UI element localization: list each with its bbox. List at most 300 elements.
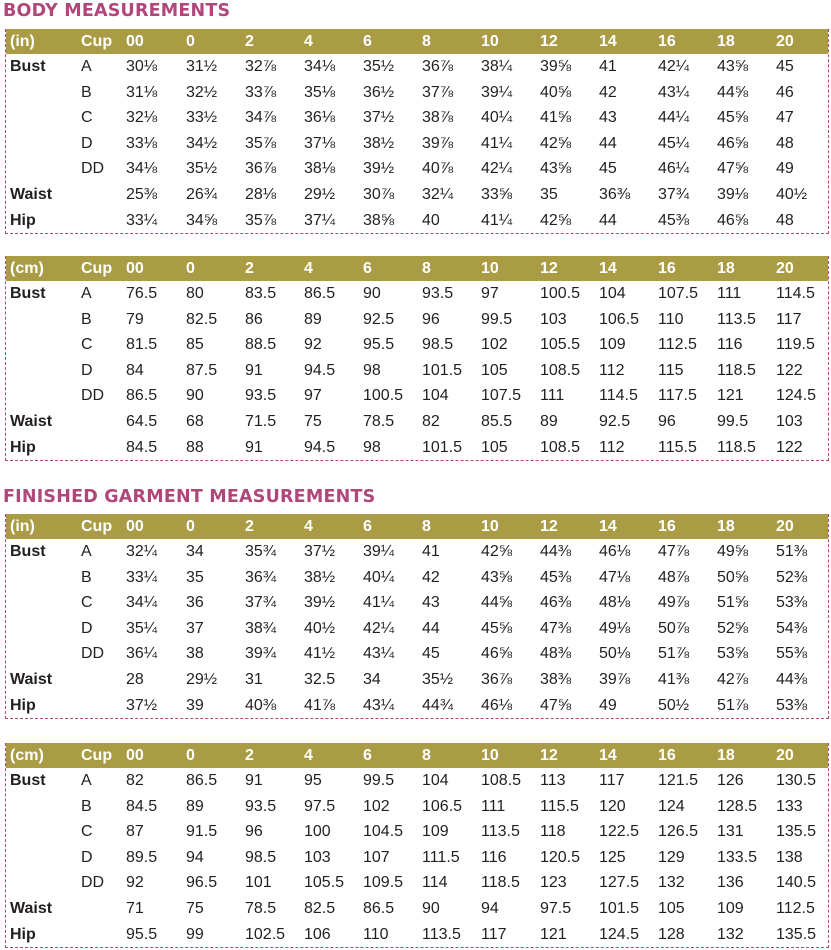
cup-label: D: [81, 619, 93, 637]
measurement-value: 119.5: [776, 336, 815, 354]
measurement-value: 86.5: [304, 285, 336, 302]
cup-label: C: [81, 823, 93, 841]
measurement-value: 90: [363, 285, 381, 302]
measurement-value: 122.5: [599, 823, 640, 841]
measurement-value: 43⅝: [717, 58, 749, 75]
measurement-value: 43¼: [363, 696, 395, 714]
measurement-value: 33⅛: [126, 134, 158, 152]
table-row: [6, 590, 828, 616]
measurement-value: 85.5: [481, 412, 513, 430]
measurement-value: 132: [658, 874, 685, 892]
measurement-value: 38: [186, 645, 204, 663]
measurement-value: 92: [126, 874, 144, 892]
measurement-value: 45⅜: [658, 211, 690, 229]
measurement-value: 46⅝: [717, 211, 749, 229]
measurement-value: 133: [776, 797, 803, 815]
measurement-value: 118: [540, 823, 566, 841]
measurement-value: 38⅜: [540, 670, 572, 688]
measurement-value: 103: [304, 848, 331, 866]
measurement-value: 34½: [186, 134, 218, 152]
measurement-value: 95.5: [126, 925, 158, 943]
size-column-header: 8: [422, 747, 431, 764]
measurement-value: 55⅜: [776, 645, 808, 663]
measurement-value: 49: [776, 160, 794, 178]
measurement-value: 30⅞: [363, 185, 395, 203]
measurement-value: 105.5: [540, 336, 581, 354]
measurement-label: Bust: [10, 772, 46, 789]
measurement-value: 82: [126, 772, 144, 789]
measurement-value: 78.5: [245, 899, 277, 917]
measurement-value: 126.5: [658, 823, 699, 841]
measurement-value: 109.5: [363, 874, 404, 892]
measurement-value: 38¼: [481, 58, 513, 75]
measurement-value: 135.5: [776, 823, 817, 841]
measurement-value: 41¼: [481, 211, 513, 229]
unit-label: (in): [10, 518, 35, 535]
measurement-value: 124: [658, 797, 685, 815]
measurement-value: 29½: [186, 670, 218, 688]
table-row: [6, 182, 828, 208]
measurement-value: 117: [776, 310, 802, 328]
measurement-value: 48⅞: [658, 568, 690, 586]
measurement-value: 35⅛: [304, 83, 336, 101]
measurement-value: 35¾: [245, 543, 277, 560]
measurement-value: 42⅝: [540, 134, 572, 152]
measurement-value: 43¼: [363, 645, 395, 663]
measurement-value: 89: [540, 412, 558, 430]
measurement-value: 93.5: [245, 797, 277, 815]
cup-label: D: [81, 848, 93, 866]
measurement-value: 117.5: [658, 387, 697, 405]
measurement-value: 45: [776, 58, 794, 75]
measurement-value: 44⅜: [540, 543, 572, 560]
measurement-value: 118.5: [717, 361, 756, 379]
size-column-header: 8: [422, 518, 431, 535]
measurement-value: 82.5: [304, 899, 336, 917]
measurement-value: 96: [422, 310, 440, 328]
measurement-value: 40½: [304, 619, 336, 637]
measurement-value: 86.5: [363, 899, 395, 917]
measurement-value: 98.5: [422, 336, 454, 354]
cup-label: A: [81, 543, 92, 560]
measurement-value: 47⅛: [599, 568, 631, 586]
measurement-value: 51⅜: [776, 543, 808, 560]
measurement-value: 53⅝: [717, 645, 749, 663]
measurement-value: 115.5: [540, 797, 579, 815]
measurement-value: 41: [599, 58, 617, 75]
measurement-value: 31⅛: [126, 83, 158, 101]
measurement-value: 91: [245, 438, 263, 456]
measurement-value: 117: [481, 925, 507, 943]
size-column-header: 14: [599, 518, 617, 535]
table-row: [6, 922, 828, 948]
measurement-value: 110: [363, 925, 389, 943]
measurement-value: 120: [599, 797, 626, 815]
measurement-value: 40: [422, 211, 440, 229]
table-header-row: [6, 743, 828, 768]
measurement-value: 36⅛: [304, 109, 336, 127]
size-column-header: 16: [658, 33, 676, 50]
measurement-value: 34⅛: [126, 160, 158, 178]
size-column-header: 16: [658, 747, 676, 764]
measurement-value: 128.5: [717, 797, 758, 815]
measurement-value: 71: [126, 899, 144, 917]
table-header-row: [6, 256, 828, 281]
measurement-value: 133.5: [717, 848, 758, 866]
measurement-value: 110: [658, 310, 684, 328]
cup-label: D: [81, 134, 93, 152]
size-column-header: 16: [658, 518, 676, 535]
measurement-value: 46¼: [658, 160, 690, 178]
measurement-value: 33⅝: [481, 185, 513, 203]
size-column-header: 00: [126, 260, 144, 277]
measurement-value: 34: [363, 670, 381, 688]
cup-column-header: Cup: [81, 260, 113, 277]
measurement-value: 120.5: [540, 848, 581, 866]
measurement-value: 35½: [422, 670, 454, 688]
measurement-value: 40¼: [363, 568, 395, 586]
measurement-label: Waist: [10, 412, 53, 430]
measurement-value: 125: [599, 848, 626, 866]
measurement-value: 91: [245, 361, 263, 379]
measurement-value: 37⅞: [422, 83, 454, 101]
size-column-header: 10: [481, 33, 499, 50]
table-row: [6, 768, 828, 794]
size-column-header: 6: [363, 33, 372, 50]
size-column-header: 20: [776, 260, 794, 277]
measurement-value: 33½: [186, 109, 218, 127]
measurement-value: 102: [481, 336, 508, 354]
measurement-value: 114.5: [776, 285, 815, 302]
measurement-value: 45⅝: [481, 619, 513, 637]
measurement-value: 80: [186, 285, 204, 302]
cup-label: C: [81, 336, 93, 354]
measurement-value: 53⅜: [776, 696, 808, 714]
measurement-value: 128: [658, 925, 685, 943]
measurement-value: 130.5: [776, 772, 817, 789]
measurement-value: 121: [540, 925, 567, 943]
measurement-value: 42: [422, 568, 440, 586]
measurement-value: 90: [186, 387, 204, 405]
table-row: [6, 54, 828, 80]
measurement-value: 101.5: [422, 438, 463, 456]
size-column-header: 2: [245, 33, 254, 50]
measurement-value: 116: [481, 848, 507, 866]
measurement-value: 33⅞: [245, 83, 277, 101]
measurement-value: 51⅞: [658, 645, 690, 663]
cup-label: A: [81, 772, 92, 789]
measurement-value: 33¼: [126, 568, 158, 586]
measurement-value: 39⅛: [717, 185, 749, 203]
size-column-header: 6: [363, 518, 372, 535]
table-row: [6, 896, 828, 922]
finished-garment-inch-table: [5, 514, 829, 719]
measurement-value: 42⅝: [481, 543, 513, 560]
measurement-value: 40⅝: [540, 83, 572, 101]
measurement-value: 115.5: [658, 438, 697, 456]
measurement-value: 96.5: [186, 874, 218, 892]
measurement-value: 39⅞: [422, 134, 454, 152]
measurement-value: 49: [599, 696, 617, 714]
table-row: [6, 794, 828, 820]
table-row: [6, 105, 828, 131]
measurement-label: Waist: [10, 899, 53, 917]
cup-label: D: [81, 361, 93, 379]
measurement-value: 112: [599, 361, 625, 379]
measurement-value: 111.5: [422, 848, 460, 866]
measurement-value: 78.5: [363, 412, 395, 430]
measurement-value: 97: [304, 387, 322, 405]
measurement-value: 36½: [363, 83, 395, 101]
measurement-value: 32½: [186, 83, 218, 101]
measurement-value: 43: [599, 109, 617, 127]
measurement-value: 104: [422, 387, 449, 405]
measurement-value: 98.5: [245, 848, 277, 866]
measurement-label: Hip: [10, 438, 36, 456]
measurement-value: 118.5: [717, 438, 756, 456]
measurement-label: Hip: [10, 211, 36, 229]
measurement-value: 42⅞: [717, 670, 749, 688]
cup-label: C: [81, 594, 93, 612]
measurement-value: 103: [540, 310, 567, 328]
table-row: [6, 131, 828, 157]
measurement-value: 108.5: [540, 361, 581, 379]
measurement-value: 79: [126, 310, 144, 328]
measurement-label: Waist: [10, 670, 53, 688]
table-header-row: [6, 29, 828, 54]
size-column-header: 2: [245, 747, 254, 764]
measurement-value: 35½: [363, 58, 395, 75]
measurement-value: 94.5: [304, 361, 336, 379]
measurement-value: 109: [599, 336, 626, 354]
measurement-value: 32⅞: [245, 58, 277, 75]
measurement-value: 43⅝: [481, 568, 513, 586]
table-row: [6, 156, 828, 182]
measurement-value: 140.5: [776, 874, 817, 892]
measurement-value: 35½: [186, 160, 218, 178]
size-column-header: 18: [717, 518, 735, 535]
table-row: [6, 641, 828, 667]
measurement-value: 84.5: [126, 797, 158, 815]
measurement-value: 44: [599, 134, 617, 152]
measurement-value: 118.5: [481, 874, 520, 892]
measurement-value: 105: [481, 361, 508, 379]
measurement-value: 43⅝: [540, 160, 572, 178]
size-column-header: 8: [422, 33, 431, 50]
body-measurements-title: BODY MEASUREMENTS: [3, 1, 231, 21]
measurement-value: 108.5: [540, 438, 581, 456]
measurement-value: 83.5: [245, 285, 277, 302]
measurement-value: 28⅛: [245, 185, 277, 203]
measurement-value: 53⅜: [776, 594, 808, 612]
measurement-value: 46⅜: [540, 594, 572, 612]
measurement-value: 111: [481, 797, 506, 815]
measurement-value: 32¼: [126, 543, 158, 560]
measurement-value: 93.5: [422, 285, 454, 302]
measurement-value: 106.5: [422, 797, 463, 815]
measurement-value: 122: [776, 361, 803, 379]
measurement-value: 114.5: [599, 387, 638, 405]
table-row: [6, 845, 828, 871]
table-row: [6, 565, 828, 591]
measurement-value: 105: [658, 899, 685, 917]
measurement-value: 92: [304, 336, 322, 354]
table-row: [6, 208, 828, 234]
size-column-header: 2: [245, 260, 254, 277]
cup-label: DD: [81, 874, 105, 892]
finished-garment-cm-table: [5, 743, 829, 948]
measurement-value: 37½: [126, 696, 158, 714]
table-row: [6, 616, 828, 642]
measurement-value: 38¾: [245, 619, 277, 637]
unit-label: (cm): [10, 260, 44, 277]
measurement-value: 100.5: [363, 387, 404, 405]
measurement-value: 46: [776, 83, 794, 101]
measurement-value: 87.5: [186, 361, 218, 379]
measurement-value: 40⅞: [422, 160, 454, 178]
measurement-value: 48: [776, 134, 794, 152]
measurement-value: 49⅞: [658, 594, 690, 612]
cup-column-header: Cup: [81, 518, 113, 535]
unit-label: (in): [10, 33, 35, 50]
measurement-value: 26¾: [186, 185, 218, 203]
measurement-value: 50⅞: [658, 619, 690, 637]
measurement-value: 100: [304, 823, 331, 841]
measurement-value: 35: [186, 568, 204, 586]
measurement-value: 89: [304, 310, 322, 328]
measurement-value: 105.5: [304, 874, 345, 892]
measurement-value: 86.5: [126, 387, 158, 405]
size-column-header: 10: [481, 260, 499, 277]
measurement-value: 132: [717, 925, 744, 943]
measurement-value: 64.5: [126, 412, 158, 430]
measurement-value: 95: [304, 772, 322, 789]
size-column-header: 8: [422, 260, 431, 277]
measurement-value: 94: [186, 848, 204, 866]
measurement-value: 114: [422, 874, 448, 892]
measurement-value: 54⅜: [776, 619, 808, 637]
measurement-value: 123: [540, 874, 567, 892]
measurement-value: 129: [658, 848, 685, 866]
measurement-value: 89.5: [126, 848, 158, 866]
measurement-value: 95.5: [363, 336, 395, 354]
size-column-header: 0: [186, 260, 195, 277]
table-row: [6, 358, 828, 384]
measurement-value: 39: [186, 696, 204, 714]
size-column-header: 10: [481, 747, 499, 764]
measurement-value: 88.5: [245, 336, 277, 354]
measurement-value: 106: [304, 925, 331, 943]
size-column-header: 20: [776, 518, 794, 535]
measurement-value: 34⅞: [245, 109, 277, 127]
measurement-value: 49⅛: [599, 619, 631, 637]
measurement-value: 101.5: [422, 361, 463, 379]
measurement-value: 46⅛: [599, 543, 631, 560]
measurement-value: 87: [126, 823, 144, 841]
measurement-value: 92.5: [363, 310, 395, 328]
measurement-label: Bust: [10, 543, 46, 560]
size-column-header: 20: [776, 33, 794, 50]
measurement-value: 37½: [304, 543, 336, 560]
measurement-value: 48: [776, 211, 794, 229]
size-column-header: 4: [304, 747, 313, 764]
table-row: [6, 667, 828, 693]
measurement-value: 44¼: [658, 109, 690, 127]
measurement-value: 97.5: [304, 797, 336, 815]
measurement-value: 37¾: [245, 594, 277, 612]
cup-label: B: [81, 568, 92, 586]
measurement-value: 34⅛: [304, 58, 336, 75]
measurement-value: 113.5: [481, 823, 520, 841]
measurement-value: 84: [126, 361, 144, 379]
cup-column-header: Cup: [81, 747, 113, 764]
finished-garment-measurements-title: FINISHED GARMENT MEASUREMENTS: [3, 487, 376, 507]
measurement-value: 34¼: [126, 594, 158, 612]
measurement-value: 52⅜: [776, 568, 808, 586]
measurement-value: 28: [126, 670, 144, 688]
measurement-value: 37¼: [304, 211, 336, 229]
table-row: [6, 435, 828, 461]
measurement-value: 117: [599, 772, 625, 789]
measurement-value: 124.5: [776, 387, 817, 405]
measurement-label: Hip: [10, 925, 36, 943]
measurement-value: 44⅜: [776, 670, 808, 688]
measurement-value: 39¾: [245, 645, 277, 663]
measurement-value: 100.5: [540, 285, 581, 302]
measurement-value: 39½: [304, 594, 336, 612]
size-column-header: 6: [363, 260, 372, 277]
measurement-value: 112.5: [658, 336, 697, 354]
measurement-value: 113: [540, 772, 566, 789]
measurement-label: Bust: [10, 58, 46, 75]
measurement-value: 41⅞: [304, 696, 336, 714]
measurement-value: 82: [422, 412, 440, 430]
measurement-value: 122: [776, 438, 803, 456]
unit-label: (cm): [10, 747, 44, 764]
measurement-label: Bust: [10, 285, 46, 302]
measurement-value: 29½: [304, 185, 336, 203]
measurement-value: 113.5: [422, 925, 461, 943]
table-row: [6, 307, 828, 333]
measurement-value: 116: [717, 336, 743, 354]
measurement-value: 41¼: [481, 134, 513, 152]
cup-label: C: [81, 109, 93, 127]
table-row: [6, 80, 828, 106]
measurement-value: 25⅜: [126, 185, 158, 203]
measurement-value: 40½: [776, 185, 808, 203]
measurement-value: 113.5: [717, 310, 756, 328]
measurement-value: 45¼: [658, 134, 690, 152]
measurement-value: 104.5: [363, 823, 404, 841]
measurement-value: 99.5: [363, 772, 395, 789]
size-column-header: 0: [186, 33, 195, 50]
measurement-value: 36: [186, 594, 204, 612]
measurement-value: 107: [363, 848, 390, 866]
measurement-value: 107.5: [481, 387, 522, 405]
table-row: [6, 332, 828, 358]
measurement-value: 32¼: [422, 185, 454, 203]
measurement-value: 36¾: [245, 568, 277, 586]
size-column-header: 20: [776, 747, 794, 764]
measurement-value: 105: [481, 438, 508, 456]
measurement-value: 35: [540, 185, 558, 203]
measurement-value: 38½: [304, 568, 336, 586]
measurement-value: 41¼: [363, 594, 395, 612]
measurement-value: 43¼: [658, 83, 690, 101]
table-row: [6, 693, 828, 719]
measurement-value: 103: [776, 412, 803, 430]
measurement-value: 91: [245, 772, 263, 789]
